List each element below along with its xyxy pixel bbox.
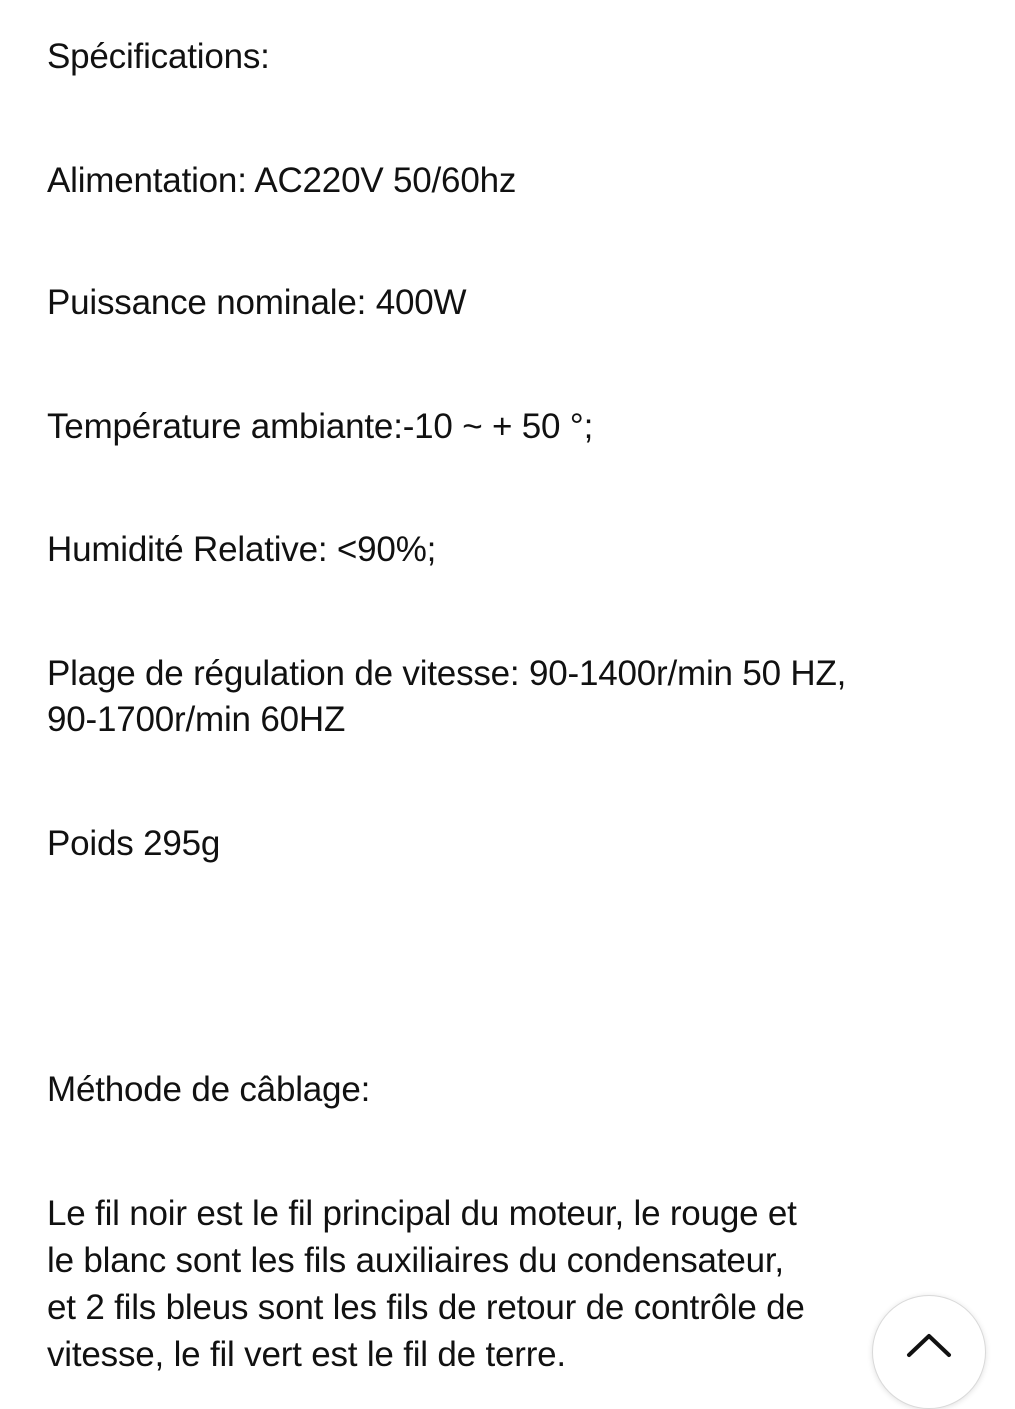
spec-relative-humidity: Humidité Relative: <90%; [47, 530, 437, 569]
spec-ambient-temperature: Température ambiante:-10 ~ + 50 °; [47, 407, 594, 446]
spec-speed-range-line1: Plage de régulation de vitesse: 90-1400r/min 50 HZ, [47, 654, 847, 693]
wiring-heading: Méthode de câblage: [47, 1070, 371, 1109]
spec-rated-power: Puissance nominale: 400W [47, 283, 467, 322]
spec-weight: Poids 295g [47, 824, 221, 863]
spec-speed-range-line2: 90-1700r/min 60HZ [47, 700, 346, 739]
specs-heading: Spécifications: [47, 37, 270, 76]
wiring-description: Le fil noir est le fil principal du moteur, le rouge et le blanc sont les fils auxiliaires du condensateur, et 2 fils bleus sont les fils de retour de contrôle de vitesse, le fil vert est le fil de terre. [47, 1194, 805, 1374]
chevron-up-icon [905, 1331, 953, 1359]
spec-power-supply: Alimentation: AC220V 50/60hz [47, 161, 517, 200]
scroll-to-top-button[interactable] [872, 1295, 986, 1409]
